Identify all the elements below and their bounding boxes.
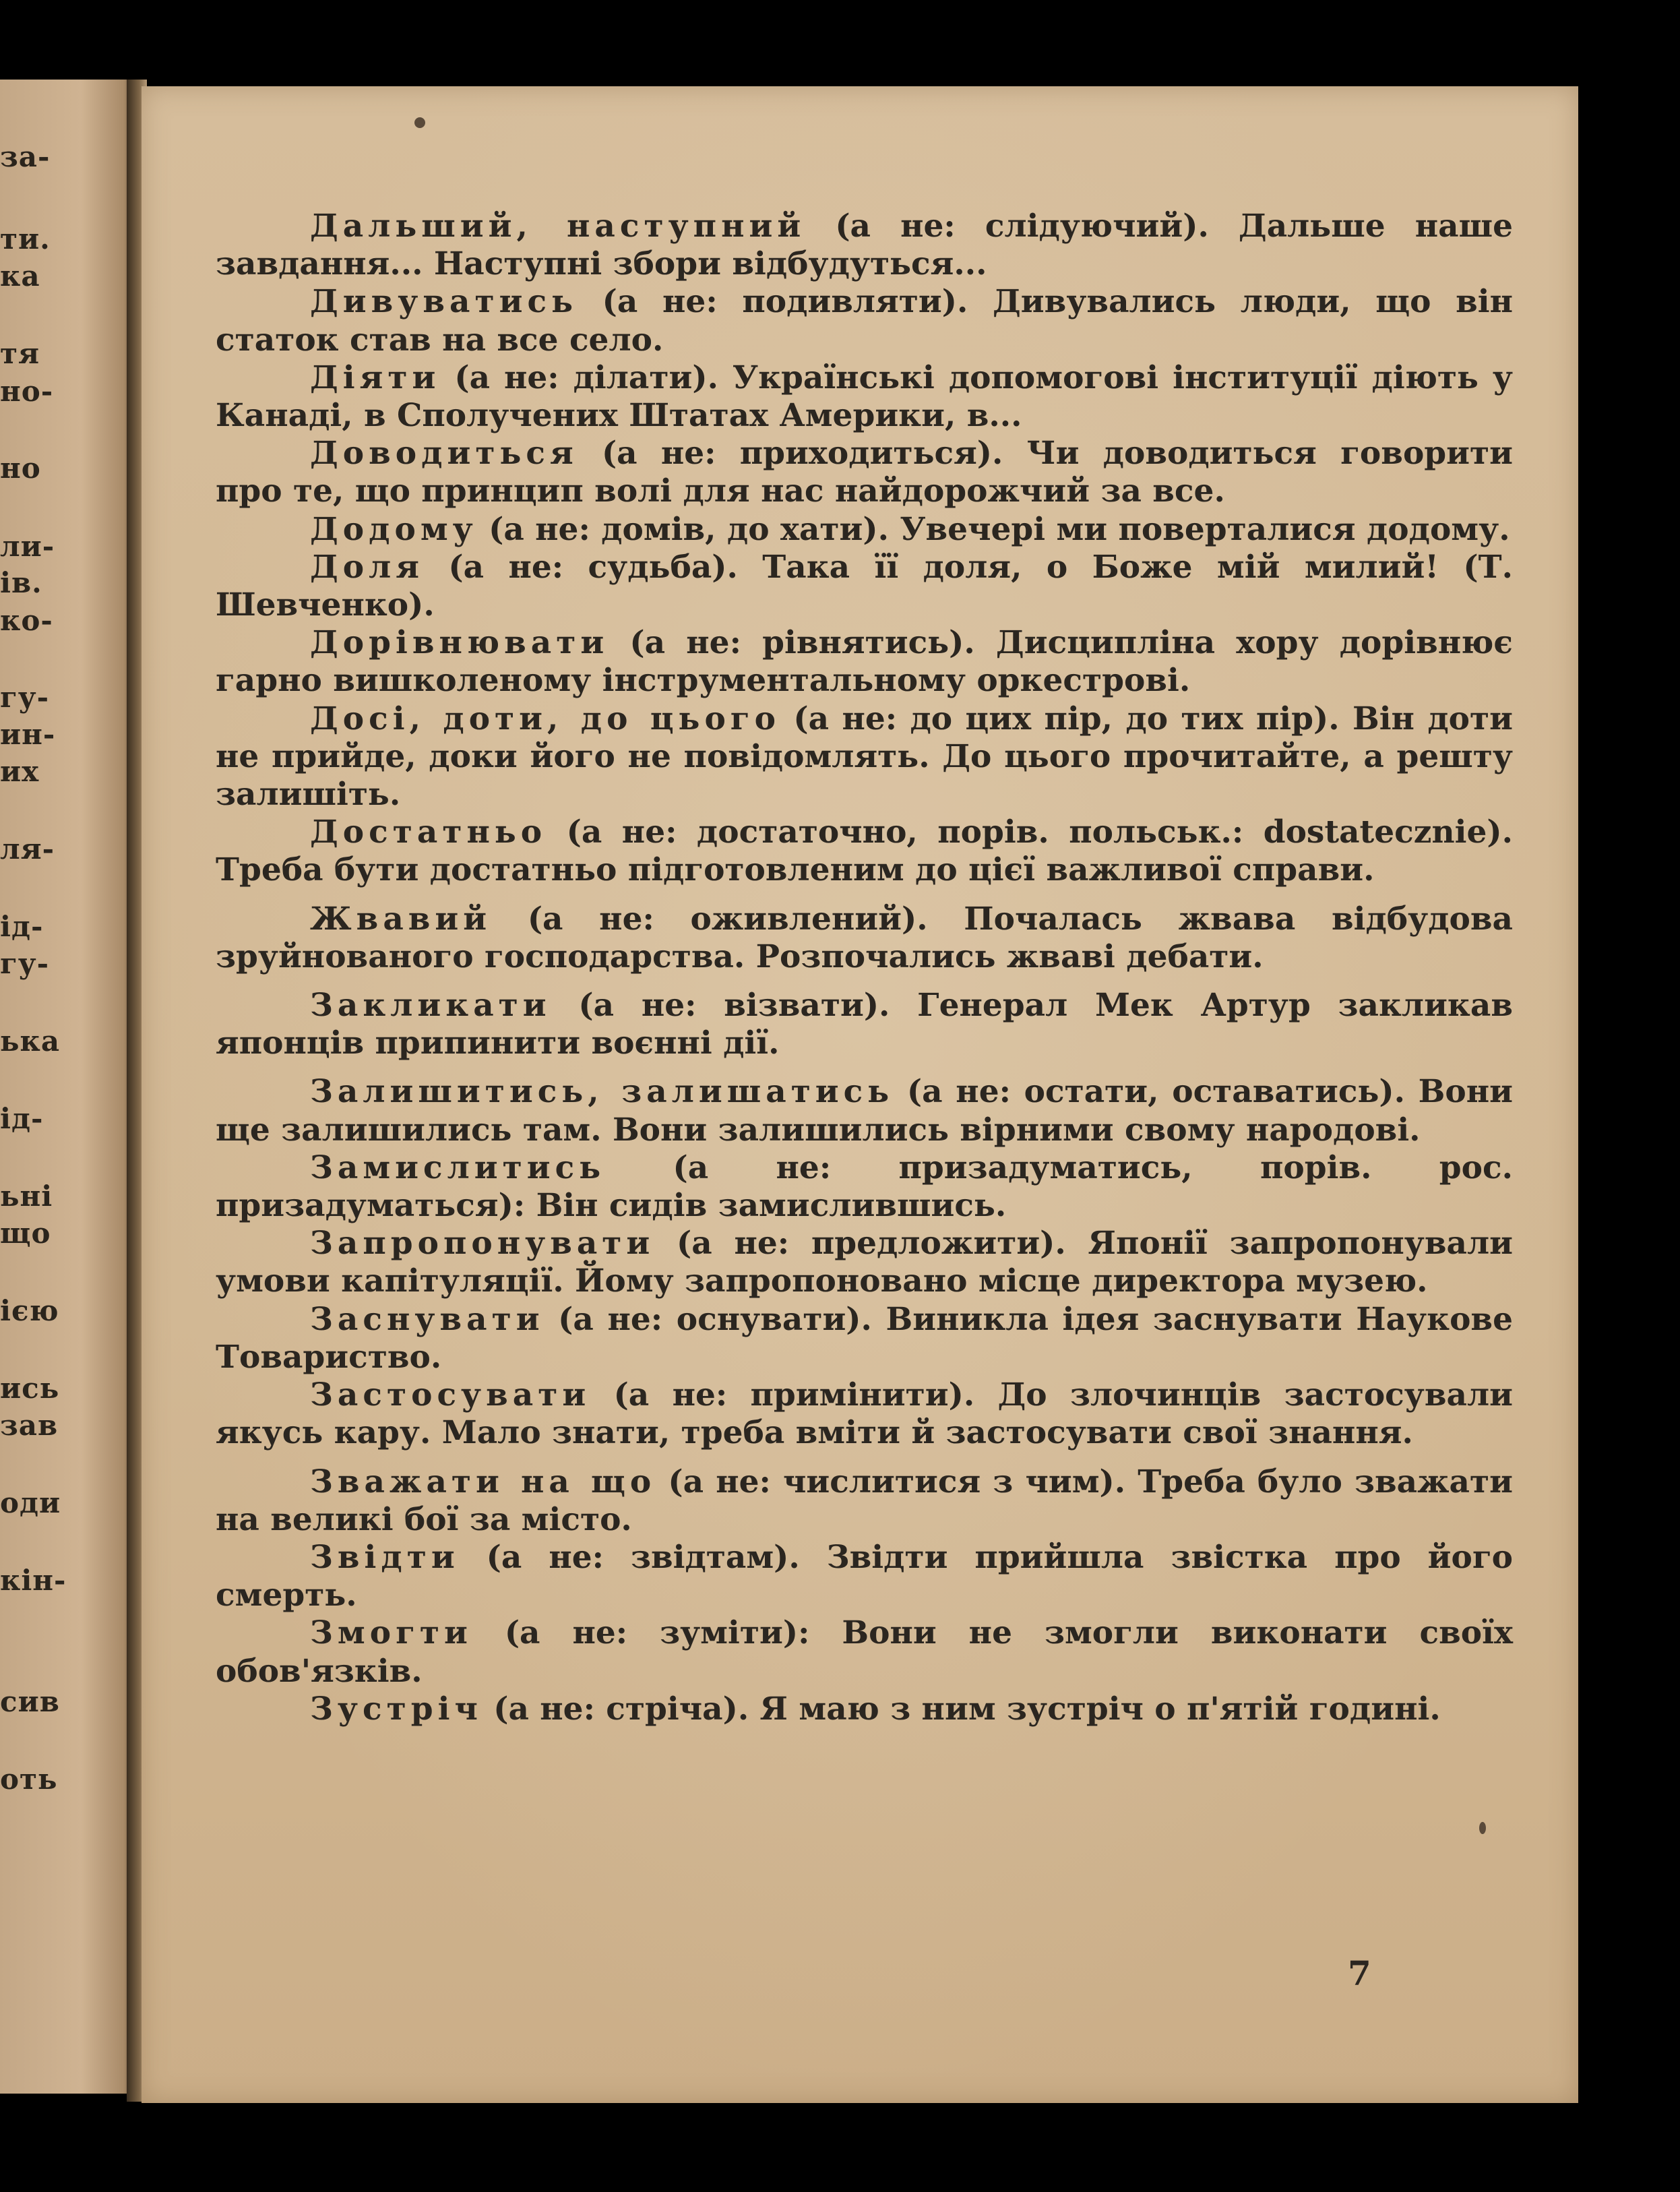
left-page-fragment: ля- — [0, 832, 55, 865]
dictionary-entry — [216, 901, 1513, 976]
left-page-fragment: ьні — [0, 1180, 53, 1213]
left-page-fragment: ись — [0, 1372, 60, 1405]
left-page-fragment: ка — [0, 260, 40, 293]
entry-term: Замислитись — [310, 1149, 606, 1186]
left-page-fragment: оть — [0, 1763, 58, 1796]
left-page-fragment: що — [0, 1217, 51, 1250]
entry-definition: (а не: стріча). Я маю з ним зустріч о п'ятій годині. — [482, 1690, 1441, 1728]
entry-term: Дорівнювати — [310, 624, 609, 662]
entry-term: Змогти — [310, 1614, 472, 1652]
entry-definition: (а не: візвати). Генерал Мек Артур закликав японців припинити воєнні дії. — [216, 987, 1513, 1062]
entry-term: Застосувати — [310, 1376, 591, 1414]
dictionary-entry — [216, 700, 1513, 814]
dictionary-entry — [216, 1301, 1513, 1376]
dictionary-entry — [216, 987, 1513, 1062]
left-page-edge — [0, 80, 135, 2094]
paper-speck — [414, 117, 425, 128]
entry-term: Дальший, наступний — [310, 208, 806, 245]
entry-term: Зважати на що — [310, 1463, 656, 1500]
entry-definition: (а не: остати, оставатись). Вони ще залишились там. Вони залишились вірними свому народові. — [216, 1073, 1514, 1149]
entry-definition: (а не: судьба). Така її доля, о Боже мій милий! (Т. Шевченко). — [216, 548, 1513, 624]
dictionary-entry — [216, 435, 1513, 510]
dictionary-entry — [216, 511, 1513, 549]
entry-definition: (а не: домів, до хати). Увечері ми поверталися додому. — [477, 510, 1510, 548]
entry-term: Досі, доти, до цього — [310, 700, 780, 737]
dictionary-entry — [216, 283, 1513, 359]
entry-term: Доводиться — [310, 435, 578, 473]
left-page-fragment: ід- — [0, 1102, 44, 1135]
dictionary-entry — [216, 359, 1513, 435]
left-page-fragment: гу- — [0, 681, 50, 714]
dictionary-entries — [216, 208, 1513, 1728]
paper-speck — [1479, 1822, 1486, 1834]
dictionary-entry — [216, 624, 1513, 700]
left-page-fragment: но — [0, 452, 41, 485]
left-page-fragment: но- — [0, 375, 54, 408]
dictionary-entry — [216, 1463, 1513, 1539]
left-page-fragment: ька — [0, 1025, 61, 1058]
left-page-fragment: ією — [0, 1294, 59, 1327]
dictionary-entry — [216, 814, 1513, 889]
entry-term: Жвавий — [310, 900, 492, 938]
dictionary-entry — [216, 549, 1513, 624]
dictionary-entry — [216, 1225, 1513, 1300]
entry-definition: (а не: до цих пір, до тих пір). Він доти не прийде, доки його не повідомлять. До цього прочитайте, а решту залишіть. — [216, 700, 1513, 814]
dictionary-entry — [216, 1376, 1513, 1452]
left-page-fragment: сив — [0, 1685, 60, 1718]
entry-term: Дивуватись — [310, 283, 578, 321]
entry-definition: (а не: слідуючий). Дальше наше завдання... Наступні збори відбудуться... — [216, 208, 1514, 283]
left-page-fragment: ли- — [0, 530, 55, 563]
left-page-fragment: их — [0, 755, 40, 788]
entry-term: Запропонувати — [310, 1225, 655, 1262]
entry-definition: (а не: числитися з чим). Треба було зважати на великі бої за місто. — [216, 1463, 1513, 1538]
entry-definition: (а не: оснувати). Виникла ідея заснувати Наукове Товариство. — [216, 1300, 1513, 1376]
left-page-fragment: ти. — [0, 222, 51, 255]
entry-term: Достатньо — [310, 814, 547, 851]
left-page-fragment: зав — [0, 1409, 59, 1442]
left-page-fragment: ів. — [0, 566, 42, 599]
entry-definition: (а не: зуміти): Вони не змогли виконати своїх обов'язків. — [216, 1614, 1513, 1690]
entry-term: Зустріч — [310, 1690, 483, 1728]
left-page-fragment: за- — [0, 140, 51, 173]
left-page-fragment: ко- — [0, 604, 53, 637]
entry-term: Закликати — [310, 987, 551, 1025]
entry-term: Звідти — [310, 1538, 460, 1576]
entry-term: Заснувати — [310, 1300, 545, 1338]
entry-definition: (а не: подивляти). Дивувались люди, що він статок став на все село. — [216, 283, 1513, 359]
entry-definition: (а не: рівнятись). Дисципліна хору дорівнює гарно вишколеному інструментальному оркестрові. — [216, 624, 1513, 700]
entry-definition: (а не: достаточно, порів. польськ.: dostatecznie). Треба бути достатньо підготовленим до цієї важливої справи. — [216, 814, 1513, 889]
entry-definition: (а не: примінити). До злочинців застосували якусь кару. Мало знати, треба вміти й застосувати свої знання. — [216, 1376, 1513, 1452]
left-page-fragment: ин- — [0, 718, 56, 751]
book-page — [142, 86, 1578, 2103]
dictionary-entry — [216, 1539, 1513, 1614]
dictionary-entry — [216, 1073, 1513, 1149]
entry-term: Діяти — [310, 359, 441, 396]
entry-definition: (а не: призадуматись, порів. рос. призадуматься): Він сидів замислившись. — [216, 1149, 1513, 1225]
entry-term: Доля — [310, 548, 424, 586]
entry-term: Додому — [310, 510, 478, 548]
entry-definition: (а не: предложити). Японії запропонували умови капітуляції. Йому запропоновано місце директора музею. — [216, 1225, 1513, 1300]
dictionary-entry — [216, 1614, 1513, 1690]
left-page-fragment: оди — [0, 1486, 61, 1519]
entry-definition: (а не: оживлений). Почалась жвава відбудова зруйнованого господарства. Розпочались жваві дебати. — [216, 900, 1513, 975]
left-page-fragment: ід- — [0, 910, 44, 943]
left-page-fragment: кін- — [0, 1564, 67, 1597]
dictionary-entry — [216, 208, 1513, 283]
left-page-fragment: гу- — [0, 947, 50, 980]
entry-definition: (а не: звідтам). Звідти прийшла звістка про його смерть. — [216, 1538, 1513, 1614]
dictionary-entry — [216, 1149, 1513, 1225]
entry-definition: (а не: ділати). Українські допомогові інституції діють у Канаді, в Сполучених Штатах Америки, в... — [216, 359, 1513, 435]
entry-term: Залишитись, залишатись — [310, 1073, 894, 1111]
left-page-fragment: тя — [0, 337, 40, 370]
page-number: 7 — [1348, 1953, 1371, 1993]
entry-definition: (а не: приходиться). Чи доводиться говорити про те, що принцип волі для нас найдорожчий за все. — [216, 435, 1513, 510]
dictionary-entry — [216, 1691, 1513, 1728]
